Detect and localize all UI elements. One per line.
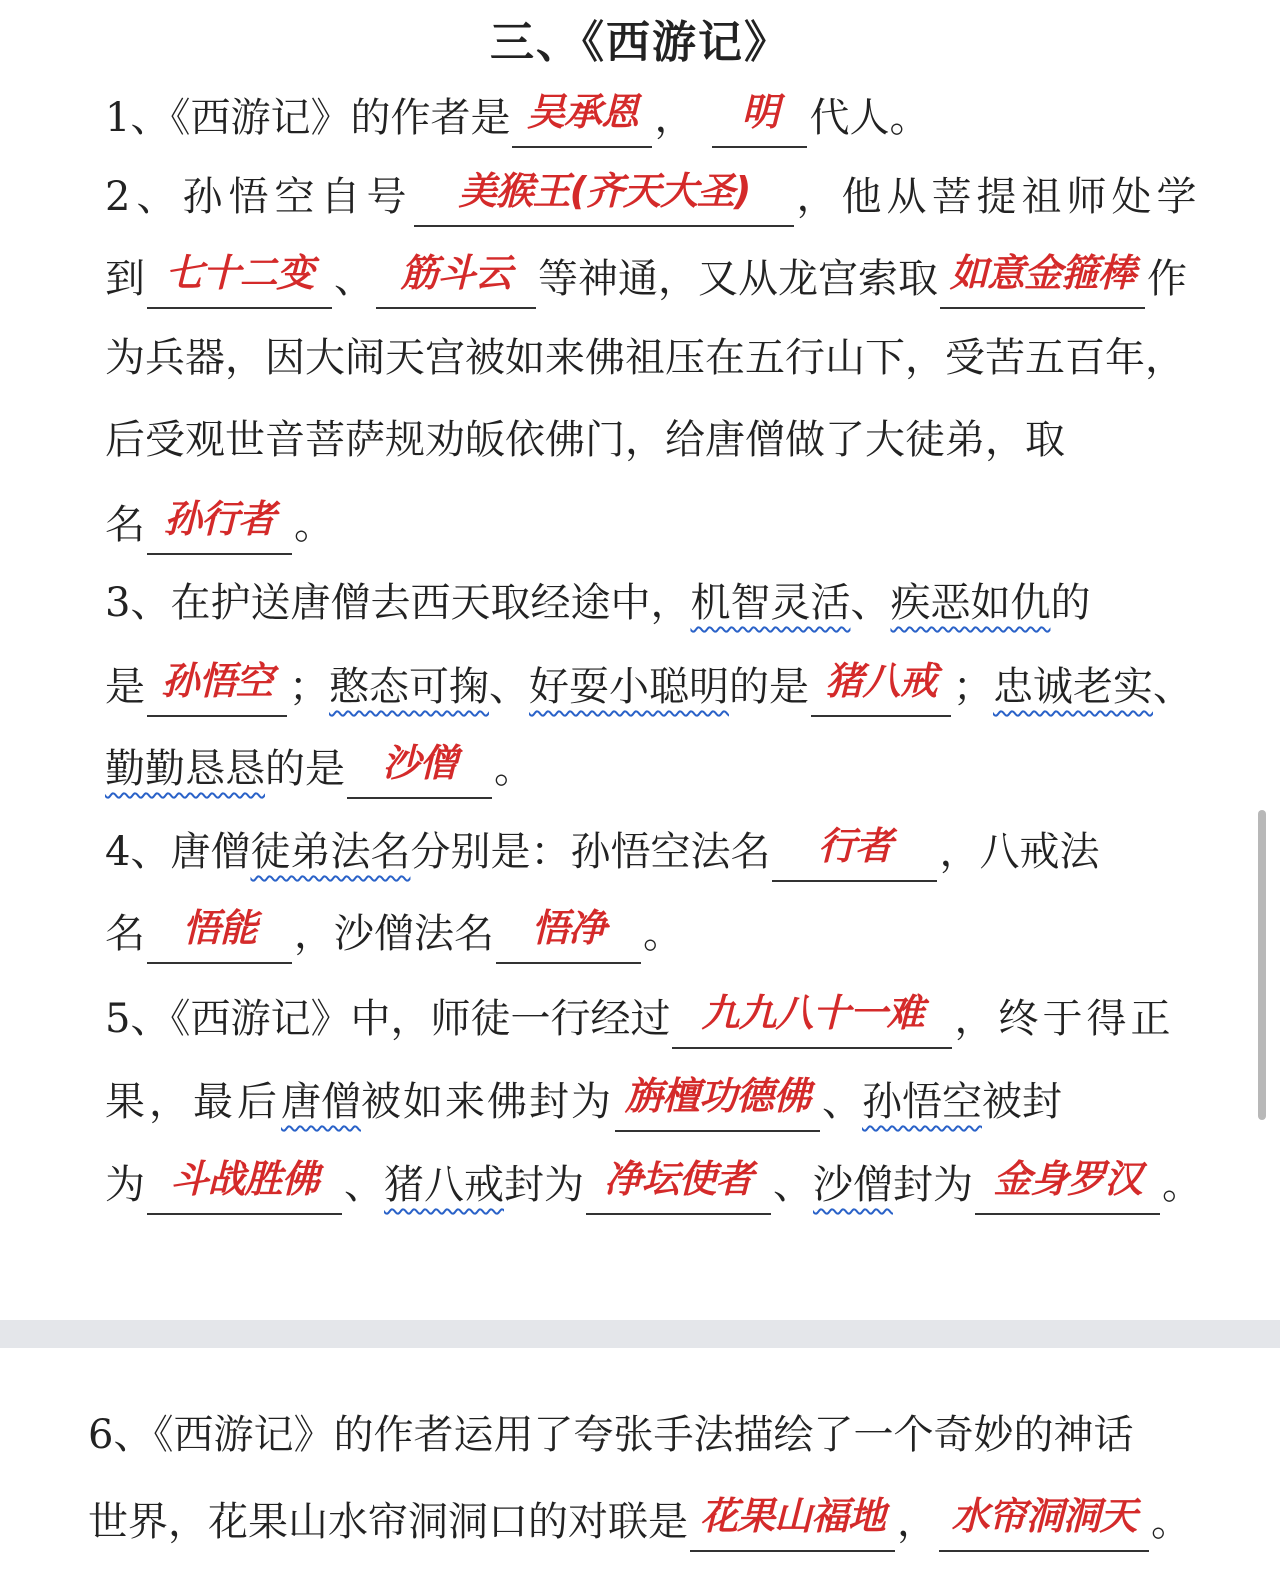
q2-text: ，他从菩提祖师处学 [796,174,1202,220]
emphasized-text: 沙僧 [813,1162,893,1208]
answer-dharma-name: 孙行者 [163,497,275,541]
q5-text: ，终于得正 [954,996,1175,1042]
worksheet-page-2 [0,1348,1280,1593]
scrollbar-thumb[interactable] [1258,810,1266,1120]
emphasized-text: 唐僧 [281,1079,361,1125]
answer-wukong-name: 行者 [817,824,892,868]
q2-text: 为兵器，因大闹天宫被如来佛祖压在五行山下，受苦五百年， [105,335,1185,381]
emphasized-text: 憨态可掬 [329,664,489,710]
answer-author: 吴承恩 [526,90,638,134]
answer-title: 美猴王(齐天大圣) [458,169,751,213]
q6-text: 世界，花果山水帘洞洞口的对联是 [88,1499,688,1545]
q5-text: 、 [822,1079,862,1125]
q3-text: 、 [850,580,891,626]
q2-text: 2、孙悟空自号 [105,174,413,220]
emphasized-text: 忠诚老实 [993,664,1153,710]
q2-text: 、 [334,256,374,302]
answer-blank [512,86,652,148]
answer-couplet-1: 花果山福地 [699,1494,885,1538]
answer-wukong-title: 斗战胜佛 [170,1157,319,1201]
question-4-line-1 [105,820,1099,880]
emphasized-text: 猪八戒 [384,1162,504,1208]
q1-text: 代人。 [809,95,930,141]
answer-blank [940,247,1145,309]
question-3-line-3 [105,737,534,797]
q3-text: 、 [489,664,529,710]
q4-text: 名 [105,911,145,957]
q3-text: 。 [494,746,534,792]
question-6-line-1 [88,1405,1133,1465]
answer-blank [414,165,794,227]
q2-text: 名 [105,502,145,548]
answer-shaseng-title: 金身罗汉 [993,1157,1142,1201]
q3-text: 的 [1050,580,1091,626]
question-2-line-5 [105,493,334,553]
answer-character-1: 孙悟空 [161,659,273,703]
q5-text: 、 [344,1162,384,1208]
answer-bajie-title: 净坛使者 [604,1157,753,1201]
question-4-line-2 [105,902,683,962]
answer-blank [496,902,641,964]
question-3-line-1 [105,573,1090,633]
answer-bajie-name: 悟能 [182,906,257,950]
emphasized-text: 机智灵活 [690,580,851,626]
q1-text: 1、《西游记》的作者是 [105,95,511,141]
answer-blank [586,1153,771,1215]
answer-couplet-2: 水帘洞洞天 [951,1494,1137,1538]
q5-text: 封为 [893,1162,973,1208]
answer-dynasty: 明 [741,90,779,134]
q5-text: 封为 [504,1162,584,1208]
q4-text: 。 [643,911,683,957]
question-1 [105,86,929,146]
q3-text: 的是 [265,746,345,792]
answer-tang-title: 旃檀功德佛 [624,1074,810,1118]
q2-text: 。 [294,502,334,548]
section-title: 三、《西游记》 [490,17,790,68]
answer-blank [975,1153,1160,1215]
q2-text: 作 [1147,256,1187,302]
answer-trials: 九九八十一难 [701,991,924,1035]
q3-text: ； [289,664,329,710]
answer-skill-2: 筋斗云 [400,251,512,295]
q5-text: 。 [1162,1162,1202,1208]
q3-text: 3、在护送唐僧去西天取经途中， [105,580,691,626]
answer-blank [347,737,492,799]
answer-blank [147,902,292,964]
q5-text: 果，最后 [105,1079,281,1125]
q6-text: 。 [1151,1499,1191,1545]
answer-character-3: 沙僧 [382,741,457,785]
question-2-line-4 [105,410,1065,470]
q3-text: 是 [105,664,145,710]
answer-shaseng-name: 悟净 [531,906,606,950]
emphasized-text: 孙悟空 [862,1079,982,1125]
q2-text: 等神通，又从龙宫索取 [538,256,938,302]
emphasized-text: 勤勤恳恳 [105,746,265,792]
q2-text: 到 [105,256,145,302]
question-5-line-1 [105,987,1174,1047]
question-2-line-3 [105,328,1185,388]
answer-blank [939,1490,1149,1552]
question-5-line-3 [105,1153,1202,1213]
answer-blank [615,1070,820,1132]
answer-blank [772,820,937,882]
q4-text: ，八戒法 [939,829,1100,875]
answer-blank [376,247,536,309]
q5-text: 、 [773,1162,813,1208]
answer-blank [147,493,292,555]
q1-text: ， [654,95,695,141]
q4-text: ，沙僧法名 [294,911,494,957]
question-5-line-2 [105,1070,1062,1130]
q3-text: 、 [1153,664,1193,710]
answer-blank [147,247,332,309]
q4-text: 4、唐僧 [105,829,251,875]
q6-text: 6、《西游记》的作者运用了夸张手法描绘了一个奇妙的神话 [88,1412,1134,1458]
q5-text: 被如来佛封为 [361,1079,613,1125]
q5-text: 为 [105,1162,145,1208]
answer-weapon: 如意金箍棒 [949,251,1135,295]
answer-blank [690,1490,895,1552]
answer-blank [811,655,951,717]
question-6-line-2 [88,1490,1191,1550]
emphasized-text: 徒弟法名 [250,829,411,875]
q4-text: 分别是：孙悟空法名 [410,829,771,875]
q3-text: ； [953,664,993,710]
page-separator [0,1320,1280,1348]
answer-blank [147,1153,342,1215]
question-2-line-1 [105,165,1201,225]
question-3-line-2 [105,655,1193,715]
q5-text: 被封 [982,1079,1062,1125]
answer-character-2: 猪八戒 [825,659,937,703]
question-2-line-2 [105,247,1187,307]
answer-skill-1: 七十二变 [165,251,314,295]
emphasized-text: 疾恶如仇 [890,580,1051,626]
emphasized-text: 好耍小聪明 [529,664,729,710]
q2-text: 后受观世音菩萨规劝皈依佛门，给唐僧做了大徒弟，取 [105,417,1065,463]
q5-text: 5、《西游记》中，师徒一行经过 [105,996,671,1042]
q6-text: ， [897,1499,937,1545]
q3-text: 的是 [729,664,809,710]
answer-blank [672,987,952,1049]
answer-blank [712,86,807,148]
answer-blank [147,655,287,717]
